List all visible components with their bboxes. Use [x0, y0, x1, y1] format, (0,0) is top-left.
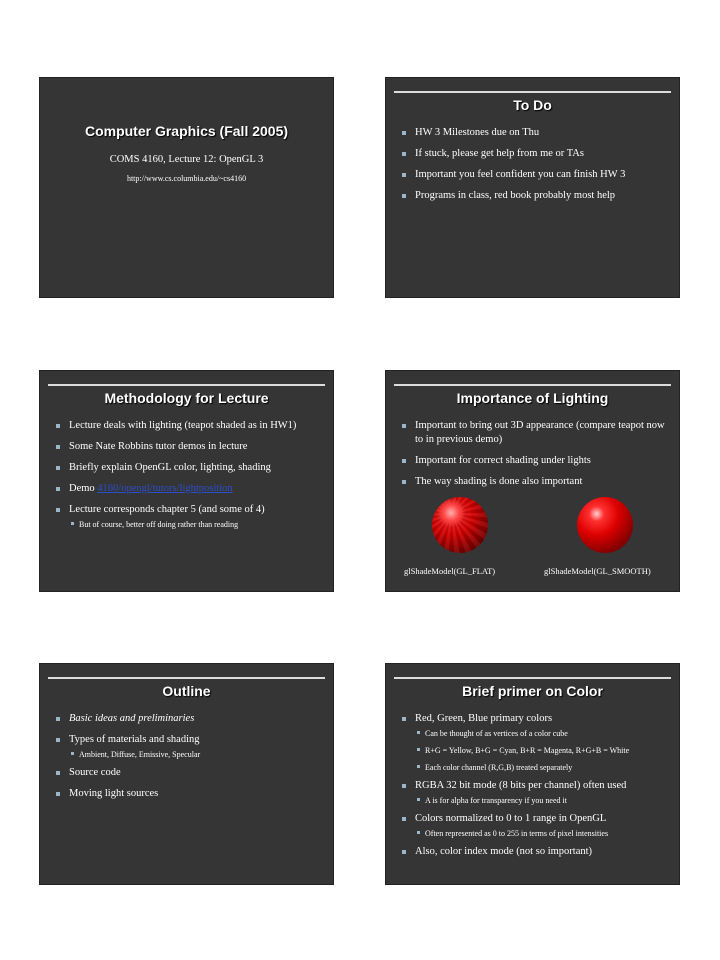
slide-color-primer	[385, 663, 680, 885]
bullet-item: HW 3 Milestones due on Thu	[400, 126, 673, 140]
bullet-item: Colors normalized to 0 to 1 range in OpenGL	[400, 812, 673, 826]
title-divider	[394, 384, 671, 386]
bullet-item: Basic ideas and preliminaries	[54, 712, 327, 726]
slide-todo	[385, 77, 680, 298]
sub-bullet-item: But of course, better off doing rather than reading	[54, 519, 327, 530]
bullet-list	[400, 126, 673, 210]
flat-shaded-sphere	[432, 497, 488, 553]
bullet-item: Programs in class, red book probably most help	[400, 189, 673, 203]
bullet-list	[54, 419, 327, 536]
bullet-item: Red, Green, Blue primary colors	[400, 712, 673, 726]
smooth-shade-caption: glShadeModel(GL_SMOOTH)	[544, 566, 651, 576]
title-divider	[394, 91, 671, 93]
course-url: http://www.cs.columbia.edu/~cs4160	[126, 174, 247, 183]
slide-heading: Outline	[162, 683, 211, 699]
slide-methodology	[39, 370, 334, 592]
slide-lighting	[385, 370, 680, 592]
bullet-item: Also, color index mode (not so important)	[400, 845, 673, 859]
bullet-list	[400, 419, 673, 496]
slide-heading: Methodology for Lecture	[104, 390, 269, 406]
bullet-item: If stuck, please get help from me or TAs	[400, 147, 673, 161]
lecture-subtitle: COMS 4160, Lecture 12: OpenGL 3	[109, 154, 264, 165]
sub-bullet-item: Often represented as 0 to 255 in terms of pixel intensities	[400, 828, 673, 839]
slide-heading: Importance of Lighting	[456, 390, 609, 406]
bullet-list	[54, 712, 327, 808]
bullet-item: Moving light sources	[54, 787, 327, 801]
slide-heading: To Do	[513, 97, 552, 113]
demo-label: Demo	[69, 483, 95, 494]
flat-shade-caption: glShadeModel(GL_FLAT)	[404, 566, 496, 576]
slide-heading: Brief primer on Color	[462, 683, 603, 699]
bullet-item: The way shading is done also important	[400, 475, 673, 489]
sub-bullet-item: R+G = Yellow, B+G = Cyan, B+R = Magenta, R+G+B = White	[400, 745, 673, 756]
slide-title	[39, 77, 334, 298]
sub-bullet-item: Can be thought of as vertices of a color cube	[400, 728, 673, 739]
title-divider	[394, 677, 671, 679]
smooth-shaded-sphere	[577, 497, 633, 553]
bullet-item: Lecture deals with lighting (teapot shaded as in HW1)	[54, 419, 327, 433]
title-divider	[48, 677, 325, 679]
demo-link[interactable]: 4160/opengl/tutors/lightposition	[97, 483, 233, 494]
bullet-item: Important for correct shading under lights	[400, 454, 673, 468]
bullet-item: Briefly explain OpenGL color, lighting, shading	[54, 461, 327, 475]
bullet-item: Lecture corresponds chapter 5 (and some of 4)	[54, 503, 327, 517]
bullet-item: RGBA 32 bit mode (8 bits per channel) often used	[400, 779, 673, 793]
slide-outline	[39, 663, 334, 885]
bullet-item-demo	[54, 482, 327, 496]
sub-bullet-item: A is for alpha for transparency if you need it	[400, 795, 673, 806]
bullet-item: Important you feel confident you can finish HW 3	[400, 168, 673, 182]
sub-bullet-item: Ambient, Diffuse, Emissive, Specular	[54, 749, 327, 760]
bullet-item: Important to bring out 3D appearance (compare teapot now to in previous demo)	[400, 419, 673, 447]
bullet-item: Source code	[54, 766, 327, 780]
bullet-item: Some Nate Robbins tutor demos in lecture	[54, 440, 327, 454]
course-title: Computer Graphics (Fall 2005)	[84, 123, 289, 139]
sub-bullet-item: Each color channel (R,G,B) treated separately	[400, 762, 673, 773]
title-divider	[48, 384, 325, 386]
bullet-list	[400, 712, 673, 866]
bullet-item: Types of materials and shading	[54, 733, 327, 747]
